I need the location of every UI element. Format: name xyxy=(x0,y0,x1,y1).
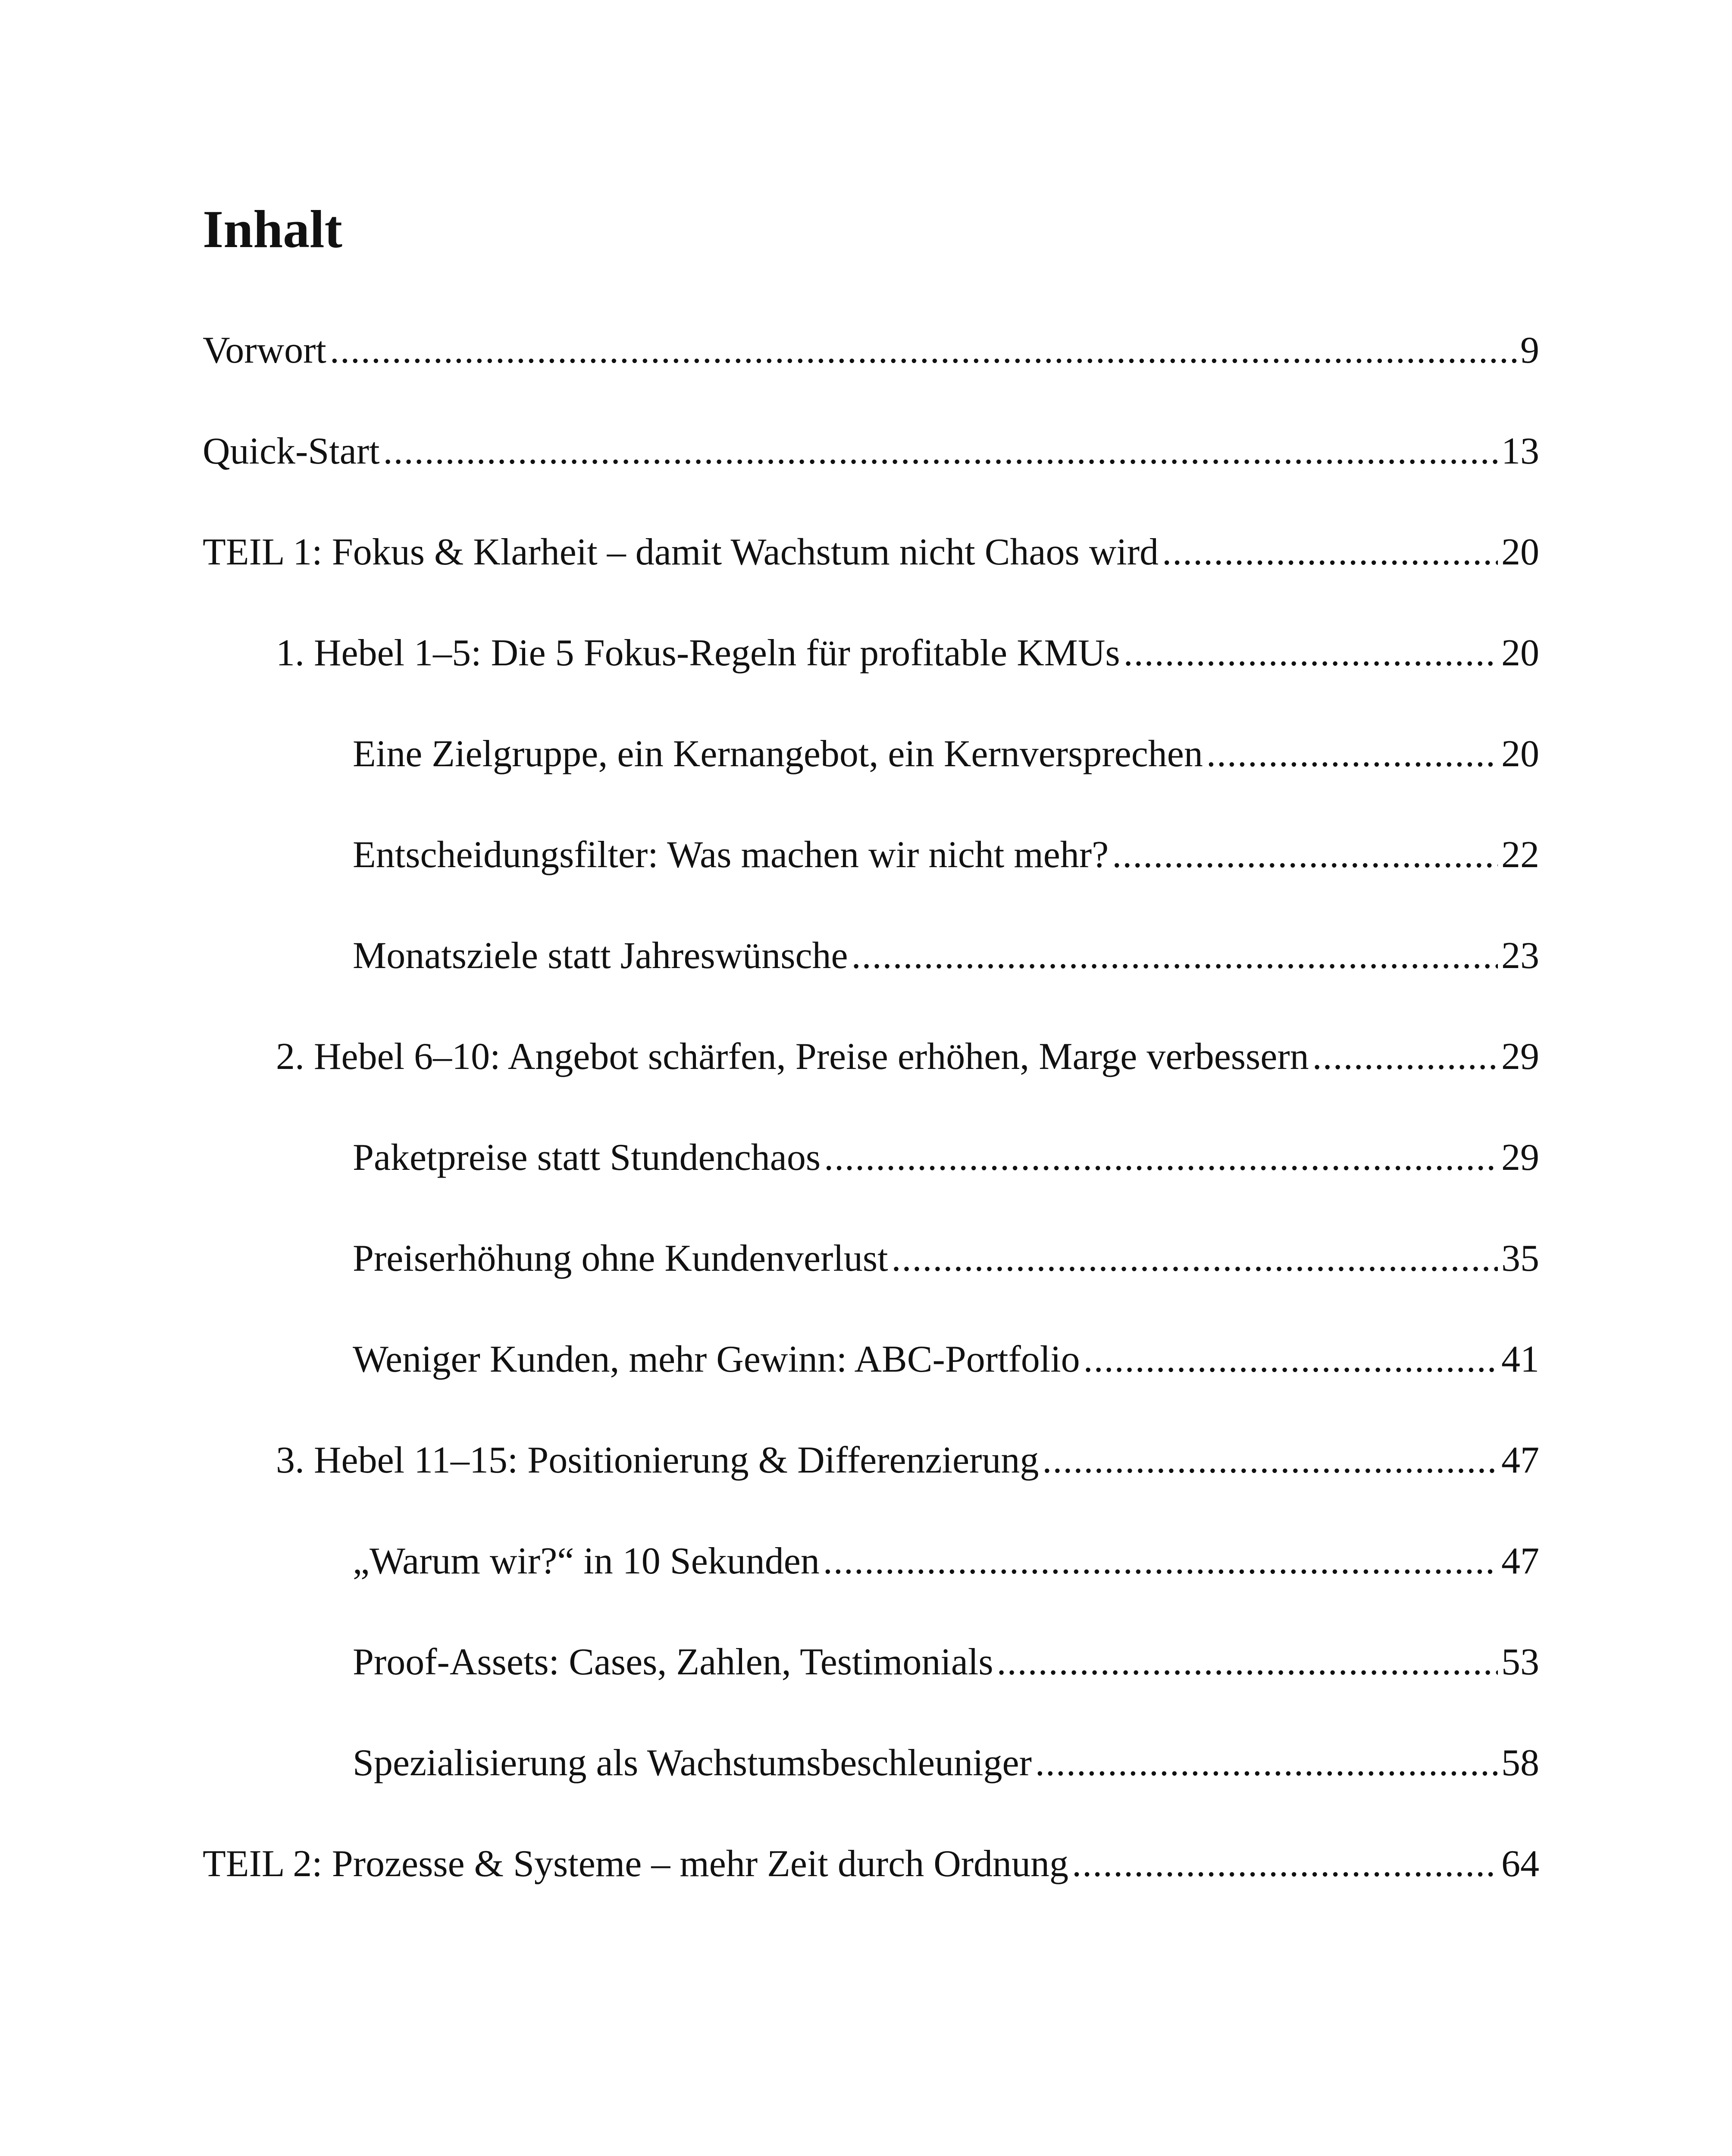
toc-page-number: 29 xyxy=(1501,1137,1539,1178)
toc-entry-label: Proof-Assets: Cases, Zahlen, Testimonials xyxy=(353,1641,993,1683)
toc-entry-label: TEIL 1: Fokus & Klarheit – damit Wachstum nicht Chaos wird xyxy=(203,531,1159,573)
toc-entry-paketpreise[interactable] xyxy=(203,1135,1539,1236)
toc-entry-vorwort[interactable] xyxy=(203,328,1539,429)
toc-entry-abc-portfolio[interactable] xyxy=(203,1337,1539,1438)
toc-entry-warum-wir[interactable] xyxy=(203,1539,1539,1639)
dot-leader xyxy=(852,933,1498,979)
dot-leader xyxy=(1084,1337,1498,1382)
toc-entry-entscheidungsfilter[interactable] xyxy=(203,832,1539,933)
toc-entry-label: „Warum wir?“ in 10 Sekunden xyxy=(353,1540,820,1582)
dot-leader xyxy=(1162,530,1498,575)
dot-leader xyxy=(1206,731,1498,777)
dot-leader xyxy=(824,1135,1498,1181)
page-title: Inhalt xyxy=(203,200,342,259)
toc-entry-label: Preiserhöhung ohne Kundenverlust xyxy=(353,1238,888,1279)
toc-page-number: 20 xyxy=(1501,531,1539,573)
toc-entry-label: Weniger Kunden, mehr Gewinn: ABC-Portfolio xyxy=(353,1338,1080,1380)
toc-page-number: 64 xyxy=(1501,1843,1539,1885)
toc-entry-label: Paketpreise statt Stundenchaos xyxy=(353,1137,821,1178)
toc-entry-proof-assets[interactable] xyxy=(203,1639,1539,1740)
toc-entry-quick-start[interactable] xyxy=(203,429,1539,530)
toc-entry-teil-2[interactable] xyxy=(203,1841,1539,1942)
toc-entry-label: Quick-Start xyxy=(203,430,380,472)
toc-page-number: 22 xyxy=(1501,834,1539,876)
toc-entry-hebel-11-15[interactable] xyxy=(203,1438,1539,1539)
table-of-contents xyxy=(203,328,1539,1942)
dot-leader xyxy=(997,1639,1498,1685)
toc-page-number: 47 xyxy=(1501,1540,1539,1582)
toc-entry-teil-1[interactable] xyxy=(203,530,1539,630)
toc-entry-zielgruppe[interactable] xyxy=(203,731,1539,832)
toc-entry-label: TEIL 2: Prozesse & Systeme – mehr Zeit durch Ordnung xyxy=(203,1843,1069,1885)
toc-entry-label: Eine Zielgruppe, ein Kernangebot, ein Kernversprechen xyxy=(353,733,1203,775)
toc-entry-hebel-1-5[interactable] xyxy=(203,630,1539,731)
toc-page-number: 47 xyxy=(1501,1439,1539,1481)
toc-page-number: 13 xyxy=(1501,430,1539,472)
toc-entry-hebel-6-10[interactable] xyxy=(203,1034,1539,1135)
toc-page-number: 20 xyxy=(1501,632,1539,674)
toc-entry-label: Spezialisierung als Wachstumsbeschleuniger xyxy=(353,1742,1032,1784)
toc-entry-label: Monatsziele statt Jahreswünsche xyxy=(353,935,848,977)
dot-leader xyxy=(330,328,1517,373)
dot-leader xyxy=(1312,1034,1498,1080)
toc-page-number: 58 xyxy=(1501,1742,1539,1784)
dot-leader xyxy=(892,1236,1498,1282)
toc-page-number: 20 xyxy=(1501,733,1539,775)
toc-page-number: 53 xyxy=(1501,1641,1539,1683)
toc-entry-label: Vorwort xyxy=(203,329,326,371)
toc-page-number: 41 xyxy=(1501,1338,1539,1380)
dot-leader xyxy=(1124,630,1498,676)
toc-entry-preiserhoehung[interactable] xyxy=(203,1236,1539,1337)
dot-leader xyxy=(1072,1841,1498,1887)
toc-page-number: 29 xyxy=(1501,1036,1539,1078)
toc-entry-label: 3. Hebel 11–15: Positionierung & Differenzierung xyxy=(276,1439,1039,1481)
toc-entry-label: Entscheidungsfilter: Was machen wir nicht mehr? xyxy=(353,834,1109,876)
toc-entry-label: 2. Hebel 6–10: Angebot schärfen, Preise erhöhen, Marge verbessern xyxy=(276,1036,1309,1078)
toc-page-number: 9 xyxy=(1520,329,1539,371)
toc-entry-label: 1. Hebel 1–5: Die 5 Fokus-Regeln für profitable KMUs xyxy=(276,632,1120,674)
dot-leader xyxy=(1035,1740,1498,1786)
toc-page-number: 35 xyxy=(1501,1238,1539,1279)
dot-leader xyxy=(1112,832,1498,878)
dot-leader xyxy=(823,1539,1498,1584)
toc-page-number: 23 xyxy=(1501,935,1539,977)
toc-entry-monatsziele[interactable] xyxy=(203,933,1539,1034)
dot-leader xyxy=(383,429,1498,474)
dot-leader xyxy=(1042,1438,1498,1483)
toc-entry-spezialisierung[interactable] xyxy=(203,1740,1539,1841)
